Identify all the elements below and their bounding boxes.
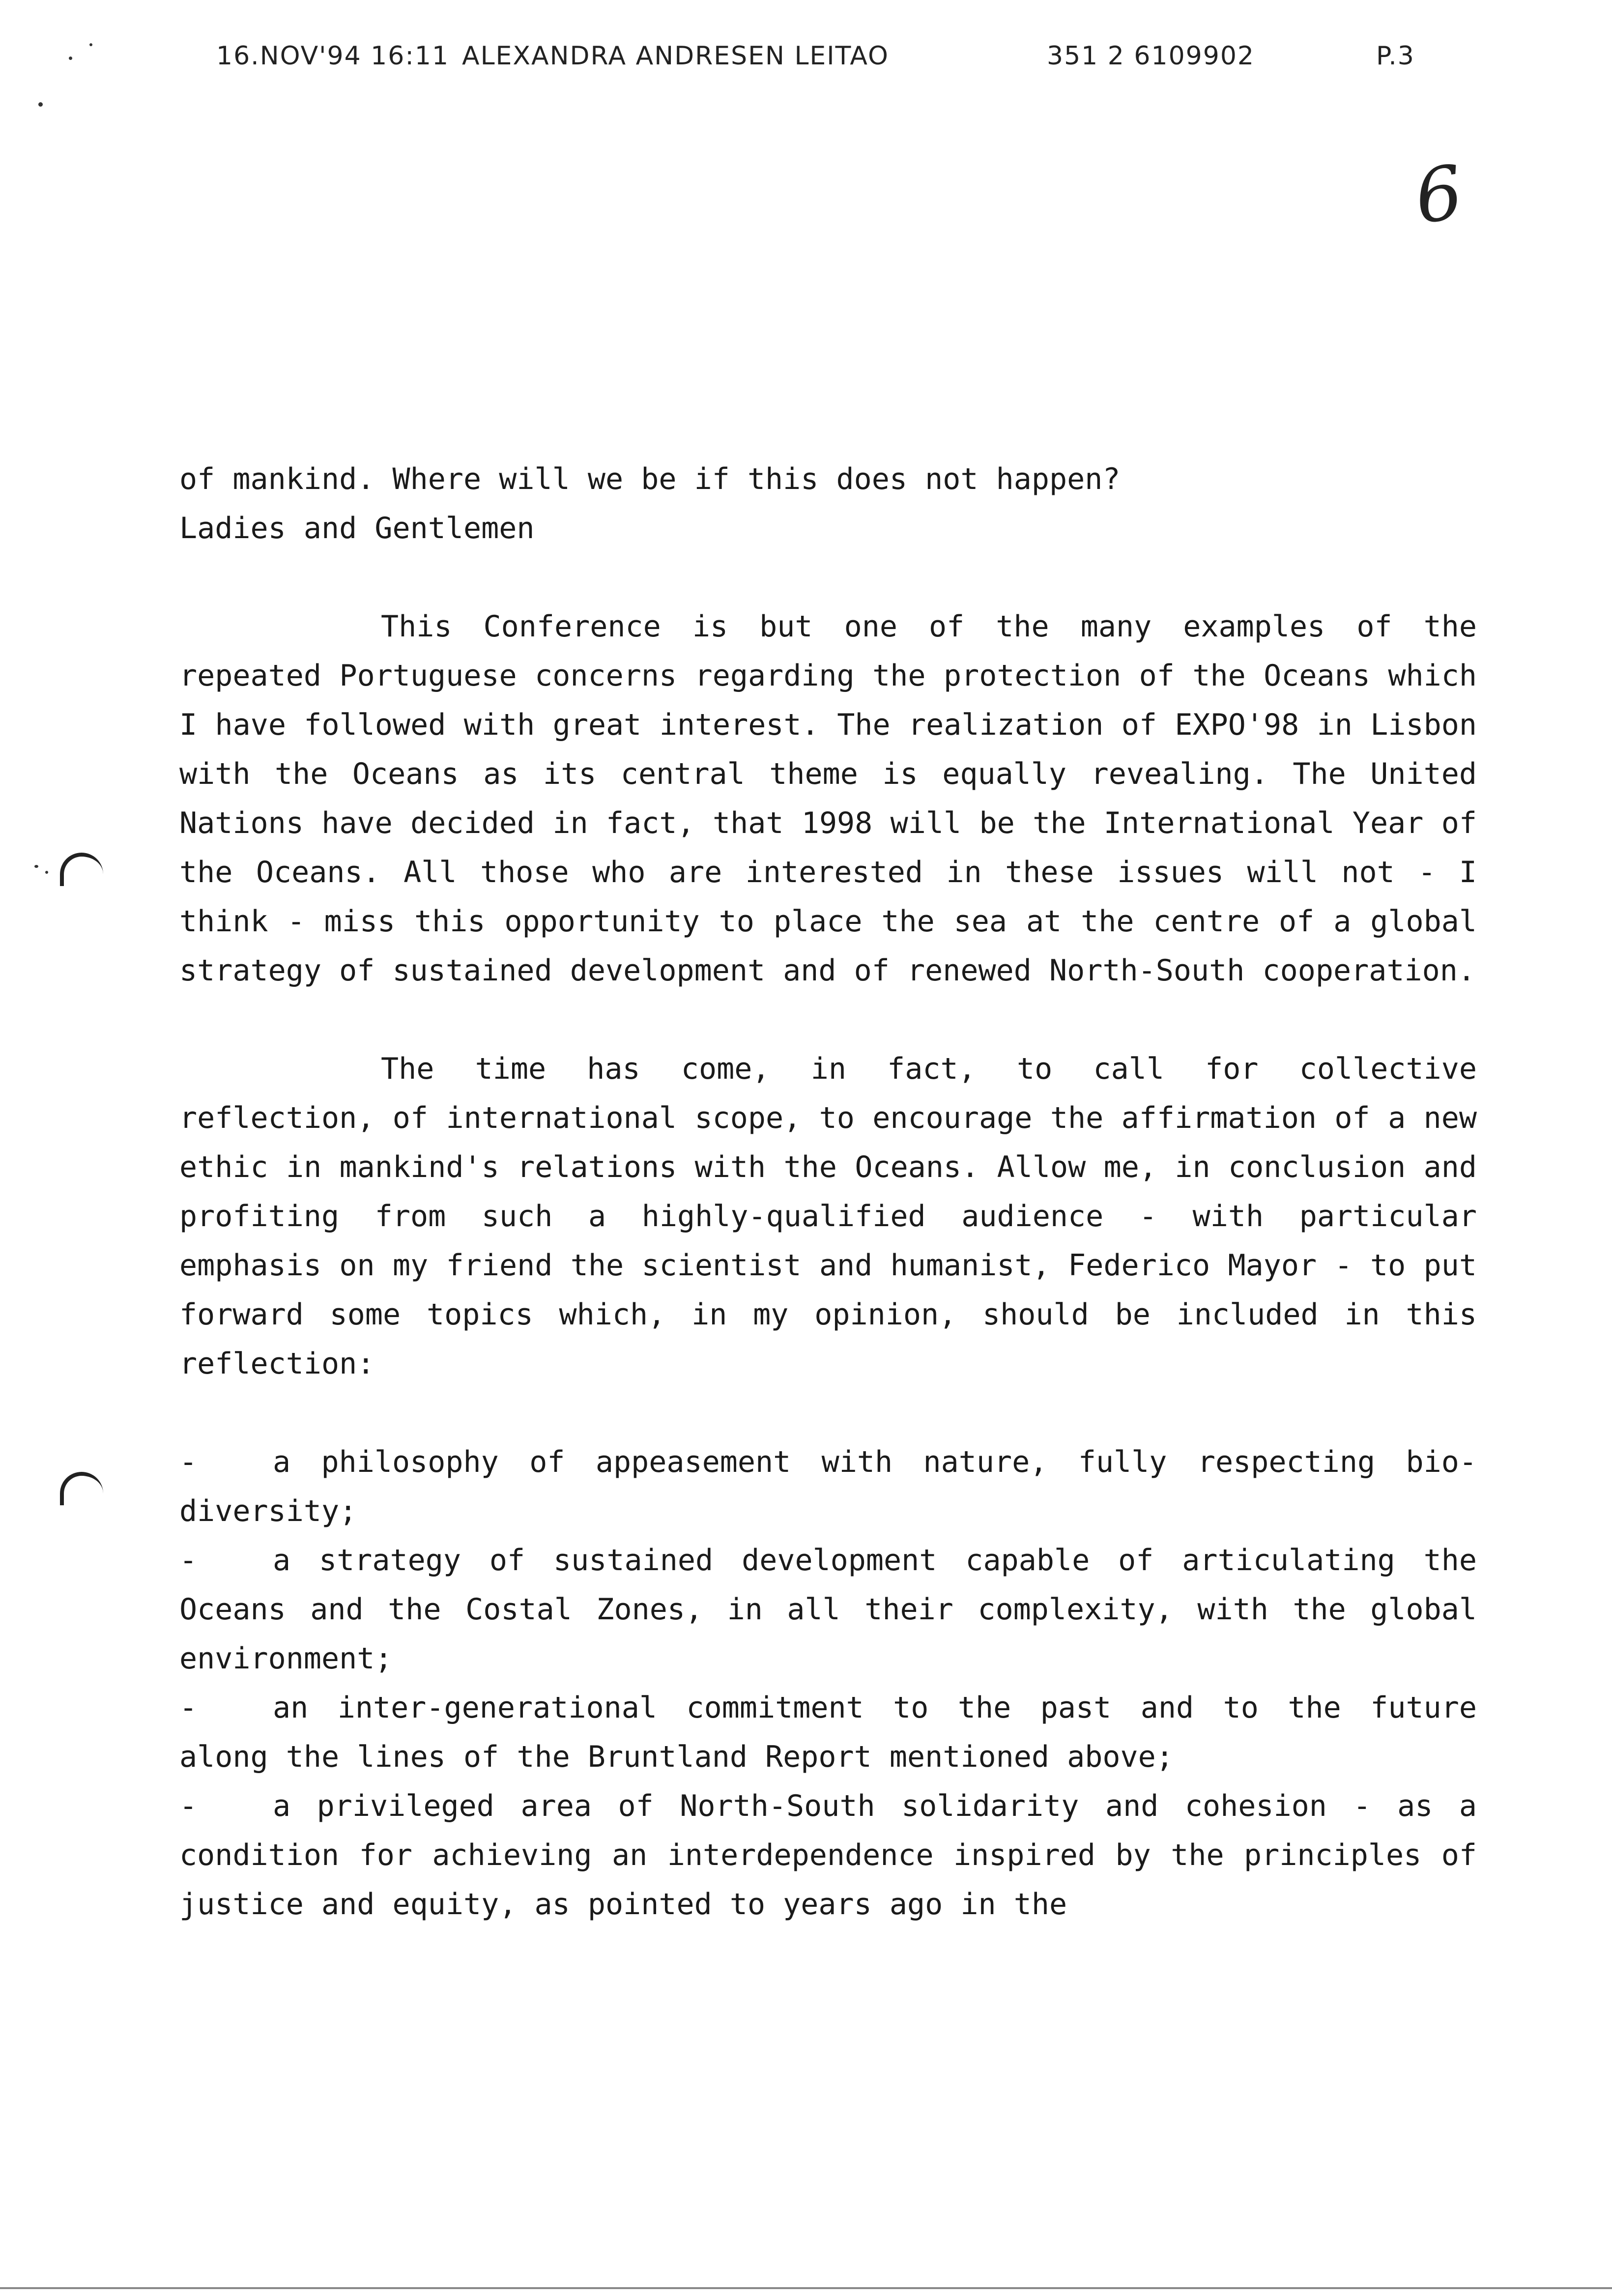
list-dash: - bbox=[179, 1543, 198, 1578]
letter-body bbox=[179, 455, 1477, 1929]
scan-bottom-edge bbox=[0, 2287, 1612, 2289]
list-dash: - bbox=[179, 1789, 198, 1823]
paragraph: This Conference is but one of the many examples of the repeated Portuguese concerns regarding the protection of the Oceans which I have followed with great interest. The realization of EXPO'98 in Lisbon with the Oceans as its central theme is equally revealing. The United Nations have decided in fact, that 1998 will be the International Year of the Oceans. All those who are interested in these issues will not - I think - miss this opportunity to place the sea at the centre of a global strategy of sustained development and of renewed North-South cooperation. bbox=[179, 609, 1477, 988]
list-item-text: a philosophy of appeasement with nature, fully respecting bio-diversity; bbox=[179, 1445, 1477, 1528]
fax-sender: ALEXANDRA ANDRESEN LEITAO bbox=[462, 41, 889, 71]
fax-page-number: P.3 bbox=[1376, 41, 1415, 71]
list-item bbox=[179, 1536, 1477, 1683]
list-item bbox=[179, 1683, 1477, 1781]
opening-block bbox=[179, 455, 1477, 553]
list-dash: - bbox=[179, 1691, 198, 1725]
scan-speck bbox=[38, 102, 43, 107]
list-item-text: a privileged area of North-South solidarity and cohesion - as a condition for achieving an interdependence inspired by the principles of justice and equity, as pointed to years ago in the bbox=[179, 1789, 1477, 1922]
scan-speck bbox=[34, 865, 38, 868]
list-item bbox=[179, 1437, 1477, 1536]
fax-number: 351 2 6109902 bbox=[1047, 41, 1255, 71]
fax-datetime: 16.NOV'94 16:11 bbox=[216, 41, 450, 71]
scan-speck bbox=[69, 57, 72, 60]
handwritten-page-number: 6 bbox=[1410, 149, 1468, 241]
scan-speck bbox=[89, 43, 92, 46]
list-item-text: a strategy of sustained development capable of articulating the Oceans and the Costal Zones, in all their complexity, with the global environment; bbox=[179, 1543, 1477, 1676]
margin-bracket-mark bbox=[60, 1472, 103, 1505]
list-dash: - bbox=[179, 1445, 198, 1479]
paragraph: The time has come, in fact, to call for collective reflection, of international scope, to encourage the affirmation of a new ethic in mankind's relations with the Oceans. Allow me, in conclusion and profiting from such a highly-qualified audience - with particular emphasis on my friend the scientist and humanist, Federico Mayor - to put forward some topics which, in my opinion, should be included in this reflection: bbox=[179, 1052, 1477, 1381]
margin-bracket-mark bbox=[60, 853, 103, 886]
list-item-text: an inter-generational commitment to the past and to the future along the lines of the Bruntland Report mentioned above; bbox=[179, 1691, 1477, 1774]
fax-header bbox=[0, 41, 1612, 76]
list-item bbox=[179, 1781, 1477, 1929]
salutation: Ladies and Gentlemen bbox=[179, 511, 535, 545]
opening-line: of mankind. Where will we be if this does not happen? bbox=[179, 462, 1121, 496]
scan-speck bbox=[45, 871, 48, 874]
